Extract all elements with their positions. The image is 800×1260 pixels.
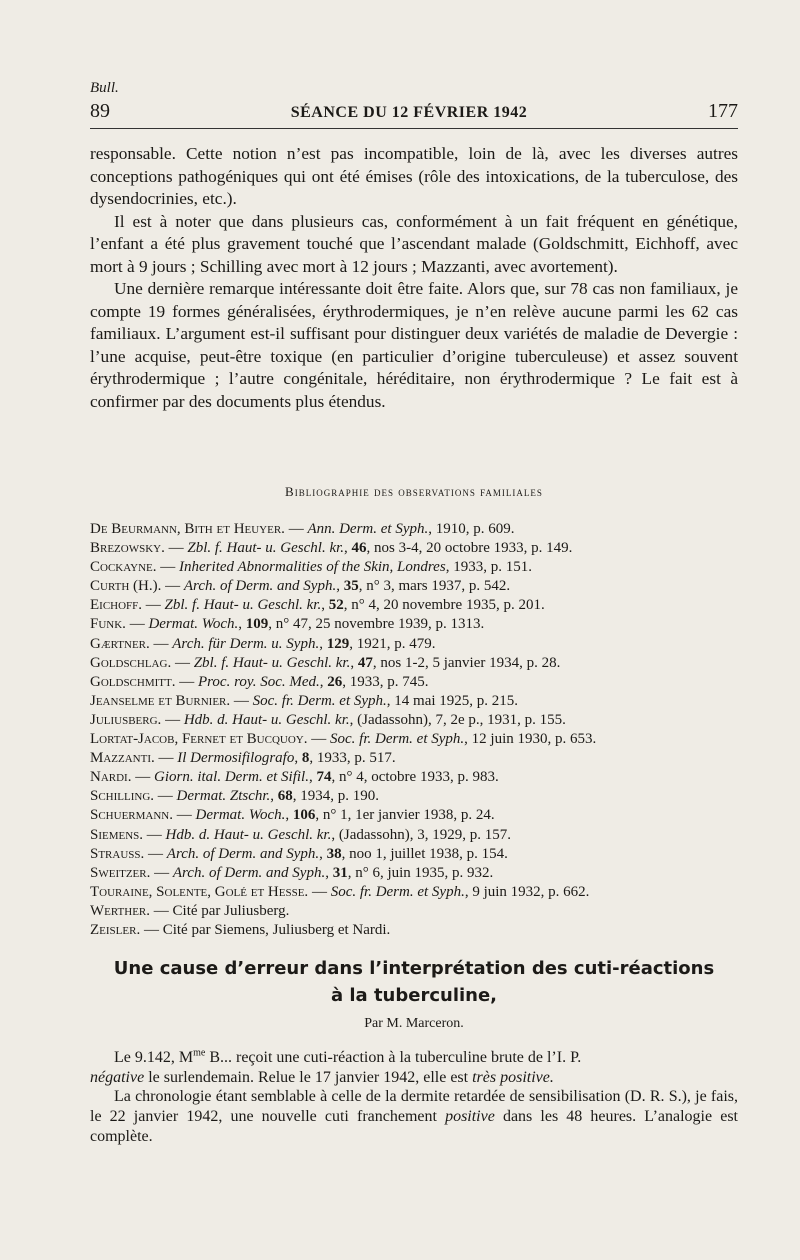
entry-volume: 35 [343, 578, 359, 595]
article-author: Par M. Marceron. [364, 1016, 464, 1031]
bibliography-entry: De Beurmann, Bith et Heuyer. — Ann. Derm. et Syph., 1910, p. 609. [90, 521, 515, 537]
entry-authors: De Beurmann, Bith et Heuyer. [90, 521, 285, 537]
entry-authors: Cockayne. [90, 559, 157, 576]
entry-authors: Sweitzer. [90, 864, 151, 881]
entry-source: Ann. Derm. et Syph. [307, 521, 429, 537]
entry-authors: Curth (H.). [90, 578, 162, 595]
entry-source: Zbl. f. Haut- u. Geschl. kr. [187, 540, 345, 557]
entry-details: Cité par Siemens, Juliusberg et Nardi. [162, 921, 391, 938]
bibliography-entry: Goldschlag. — Zbl. f. Haut- u. Geschl. kr., 47, nos 1-2, 5 janvier 1934, p. 28. [90, 654, 561, 671]
entry-volume: 8 [301, 750, 310, 767]
entry-details: noo 1, juillet 1938, p. 154. [349, 845, 508, 862]
entry-details: Cité par Juliusberg. [172, 902, 290, 919]
entry-authors: Mazzanti. [90, 750, 155, 767]
bibliography-entry: Eichoff. — Zbl. f. Haut- u. Geschl. kr., 52, n° 4, 20 novembre 1935, p. 201. [90, 597, 545, 614]
bibliography-entry: Gærtner. — Arch. für Derm. u. Syph., 129, 1921, p. 479. [90, 635, 436, 652]
entry-details: n° 47, 25 novembre 1939, p. 1313. [275, 616, 485, 633]
entry-authors: Schuermann. [90, 807, 173, 824]
entry-volume: 38 [326, 845, 342, 862]
entry-source: Giorn. ital. Derm. et Sifil. [153, 769, 309, 786]
entry-details: 9 juin 1932, p. 662. [472, 883, 590, 900]
entry-volume: 129 [326, 635, 350, 652]
entry-details: n° 4, 20 novembre 1935, p. 201. [351, 597, 545, 614]
entry-volume: 74 [316, 769, 332, 786]
article-body [90, 1048, 738, 1147]
entry-source: Arch. of Derm. and Syph. [172, 864, 326, 881]
bibliography-entry: Zeisler. — Cité par Siemens, Juliusberg et Nardi. [90, 921, 391, 938]
article-paragraph-2: La chronologie étant semblable à celle de la dermite retardée de sensibilisation (D. R. S.), je fais, le 22 janvier 1942, une nouvelle cuti franchement positive dans les 48 heures. L’analogie est complète. [90, 1088, 738, 1145]
entry-details: 14 mai 1925, p. 215. [394, 692, 519, 709]
entry-authors: Nardi. [90, 769, 132, 786]
entry-details: n° 4, octobre 1933, p. 983. [338, 769, 499, 786]
issue-number: 89 [90, 100, 110, 122]
entry-source: Dermat. Woch. [195, 807, 286, 824]
entry-details: (Jadassohn), 3, 1929, p. 157. [338, 826, 511, 843]
entry-authors: Schilling. [90, 788, 155, 805]
journal-abbrev: Bull. [90, 80, 119, 96]
bibliography-entry: Touraine, Solente, Golé et Hesse. — Soc. fr. Derm. et Syph., 9 juin 1932, p. 662. [90, 883, 590, 900]
entry-source: Soc. fr. Derm. et Syph. [330, 883, 465, 900]
bibliography-list [90, 520, 750, 940]
entry-authors: Strauss. [90, 845, 145, 862]
entry-details: n° 3, mars 1937, p. 542. [366, 578, 511, 595]
header-rule [90, 128, 738, 129]
entry-source: Hdb. d. Haut- u. Geschl. kr. [183, 711, 350, 728]
entry-volume: 31 [332, 864, 348, 881]
entry-volume: 47 [357, 654, 373, 671]
entry-source: Soc. fr. Derm. et Syph. [330, 731, 465, 748]
paragraph-1: responsable. Cette notion n’est pas incompatible, loin de là, avec les diverses autres conceptions pathogéniques qui ont été émises (rôle des intoxications, de la tuberculose, des dysendocrinies, etc.). [90, 144, 738, 208]
bibliography-entry: Sweitzer. — Arch. of Derm. and Syph., 31, n° 6, juin 1935, p. 932. [90, 864, 494, 881]
entry-source: Arch. für Derm. u. Syph. [172, 635, 320, 652]
entry-source: Soc. fr. Derm. et Syph. [252, 692, 387, 709]
entry-authors: Brezowsky. [90, 540, 165, 557]
entry-details: 1933, p. 745. [349, 673, 429, 690]
entry-volume: 46 [351, 540, 367, 557]
page-number: 177 [708, 100, 738, 122]
entry-details: nos 3-4, 20 octobre 1933, p. 149. [374, 540, 573, 557]
entry-volume: 26 [327, 673, 343, 690]
entry-volume: 68 [277, 788, 293, 805]
entry-volume: 109 [245, 616, 269, 633]
entry-source: Arch. of Derm. and Syph. [183, 578, 337, 595]
entry-authors: Goldschlag. [90, 654, 172, 671]
body-text [90, 143, 738, 413]
entry-authors: Eichoff. [90, 597, 143, 614]
bibliography-entry: Jeanselme et Burnier. — Soc. fr. Derm. et Syph., 14 mai 1925, p. 215. [90, 692, 519, 709]
page-header [90, 100, 738, 123]
bibliography-entry: Strauss. — Arch. of Derm. and Syph., 38, noo 1, juillet 1938, p. 154. [90, 845, 508, 862]
bibliography-entry: Siemens. — Hdb. d. Haut- u. Geschl. kr., (Jadassohn), 3, 1929, p. 157. [90, 826, 511, 843]
paragraph-3: Une dernière remarque intéressante doit être faite. Alors que, sur 78 cas non familiaux, je compte 19 formes généralisées, érythrodermiques, je n’en relève aucune parmi les 62 cas familiaux. L’argument est-il suffisant pour distinguer deux variétés de maladie de Devergie : l’une acquise, peut-être toxique (en particulier d’origine tuberculeuse) et assez souvent érythrodermique ; l’autre congénitale, héréditaire, non érythrodermique ? Le fait est à confirmer par des documents plus étendus. [90, 279, 738, 411]
entry-volume: 106 [292, 807, 316, 824]
entry-details: n° 1, 1er janvier 1938, p. 24. [322, 807, 495, 824]
bibliography-entry: Curth (H.). — Arch. of Derm. and Syph., 35, n° 3, mars 1937, p. 542. [90, 578, 511, 595]
entry-source: Zbl. f. Haut- u. Geschl. kr. [164, 597, 322, 614]
entry-source: Il Dermosifilografo [177, 750, 295, 767]
entry-authors: Zeisler. [90, 921, 141, 938]
entry-source: Proc. roy. Soc. Med. [197, 673, 320, 690]
bibliography-entry: Goldschmitt. — Proc. roy. Soc. Med., 26, 1933, p. 745. [90, 673, 429, 690]
entry-authors: Juliusberg. [90, 711, 162, 728]
paragraph-2: Il est à noter que dans plusieurs cas, conformément à un fait fréquent en génétique, l’enfant a été plus gravement touché que l’ascendant malade (Goldschmitt, Eichhoff, avec mort à 9 jours ; Schilling avec mort à 12 jours ; Mazzanti, avec avortement). [90, 211, 738, 276]
article-title [90, 955, 738, 1009]
entry-details: 1921, p. 479. [356, 635, 436, 652]
entry-details: (Jadassohn), 7, 2e p., 1931, p. 155. [357, 711, 566, 728]
entry-details: 12 juin 1930, p. 653. [471, 731, 597, 748]
entry-authors: Lortat-Jacob, Fernet et Bucquoy. [90, 731, 308, 748]
entry-source: Dermat. Ztschr. [176, 788, 271, 805]
entry-details: 1933, p. 151. [453, 559, 532, 576]
entry-details: 1934, p. 190. [300, 788, 380, 805]
entry-authors: Jeanselme et Burnier. [90, 692, 231, 709]
entry-source: Hdb. d. Haut- u. Geschl. kr. [165, 826, 332, 843]
entry-details: nos 1-2, 5 janvier 1934, p. 28. [380, 654, 561, 671]
article-title-line-2: à la tuberculine, [330, 985, 498, 1006]
entry-authors: Werther. [90, 902, 151, 919]
entry-source: Inherited Abnormalities of the Skin, Londres [179, 559, 446, 576]
bibliography-entry: Mazzanti. — Il Dermosifilografo, 8, 1933, p. 517. [90, 750, 396, 767]
bibliography-entry: Brezowsky. — Zbl. f. Haut- u. Geschl. kr., 46, nos 3-4, 20 octobre 1933, p. 149. [90, 540, 573, 557]
bibliography-entry: Nardi. — Giorn. ital. Derm. et Sifil., 74, n° 4, octobre 1933, p. 983. [90, 769, 499, 786]
entry-authors: Touraine, Solente, Golé et Hesse. [90, 883, 309, 900]
bibliography-entry: Juliusberg. — Hdb. d. Haut- u. Geschl. kr., (Jadassohn), 7, 2e p., 1931, p. 155. [90, 711, 566, 728]
entry-source: Zbl. f. Haut- u. Geschl. kr. [193, 654, 351, 671]
bibliography-entry: Funk. — Dermat. Woch., 109, n° 47, 25 novembre 1939, p. 1313. [90, 616, 485, 633]
bibliography-entry: Schuermann. — Dermat. Woch., 106, n° 1, 1er janvier 1938, p. 24. [90, 807, 495, 824]
bibliography-entry: Cockayne. — Inherited Abnormalities of the Skin, Londres, 1933, p. 151. [90, 559, 532, 576]
entry-source: Arch. of Derm. and Syph. [166, 845, 320, 862]
entry-authors: Goldschmitt. [90, 673, 176, 690]
entry-volume: 52 [328, 597, 344, 614]
entry-authors: Gærtner. [90, 635, 150, 652]
running-title: SÉANCE DU 12 FÉVRIER 1942 [290, 104, 528, 121]
entry-details: n° 6, juin 1935, p. 932. [355, 864, 494, 881]
entry-details: 1910, p. 609. [435, 521, 515, 537]
entry-authors: Siemens. [90, 826, 144, 843]
article-paragraph-1: Le 9.142, $M^{me}$ B... reçoit une cuti-réaction à la tuberculine brute de l’I. P. négative le surlendemain. Relue le 17 janvier 1942, elle est très positive. [90, 1047, 582, 1086]
article-title-line-1: Une cause d’erreur dans l’interprétation des cuti-réactions [113, 958, 715, 979]
entry-source: Dermat. Woch. [148, 616, 239, 633]
bibliography-entry: Lortat-Jacob, Fernet et Bucquoy. — Soc. fr. Derm. et Syph., 12 juin 1930, p. 653. [90, 731, 597, 748]
bibliography-title: Bibliographie des observations familiales [285, 484, 543, 499]
entry-authors: Funk. [90, 616, 126, 633]
entry-details: 1933, p. 517. [316, 750, 396, 767]
bibliography-entry: Schilling. — Dermat. Ztschr., 68, 1934, p. 190. [90, 788, 380, 805]
bibliography-entry: Werther. — Cité par Juliusberg. [90, 902, 290, 919]
